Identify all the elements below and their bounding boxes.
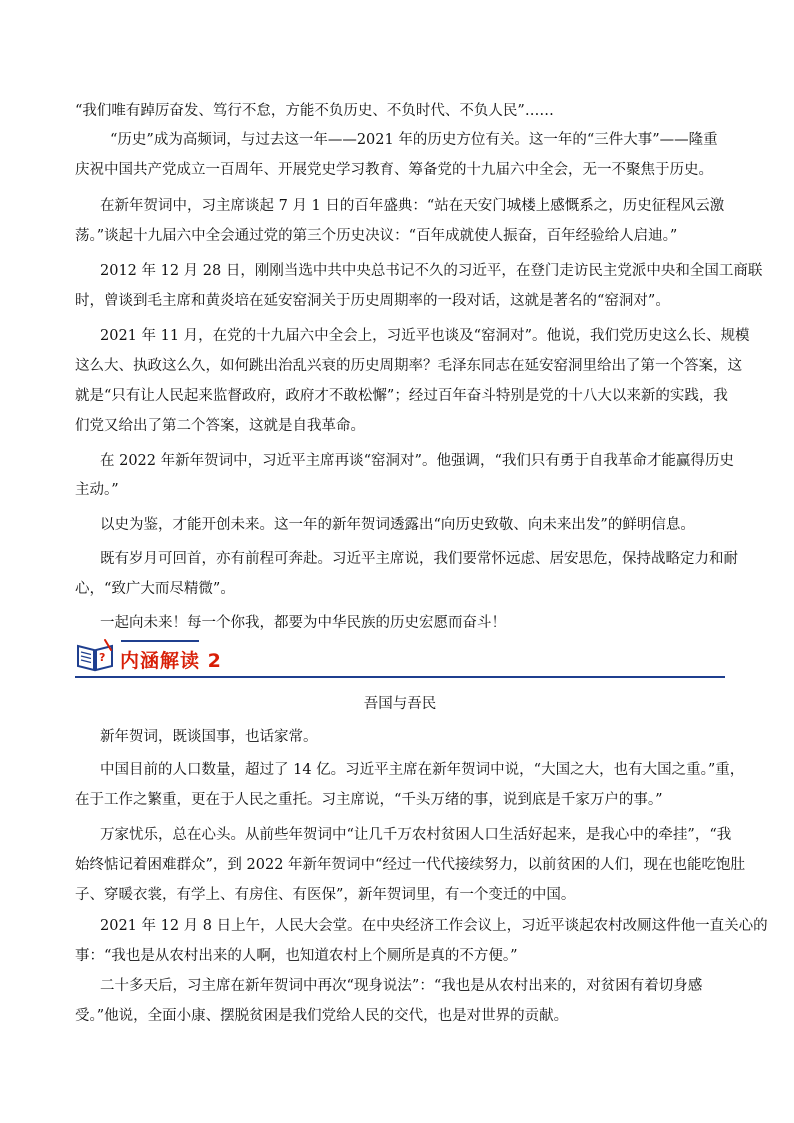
heading-accent-line: [121, 640, 199, 642]
paragraph-line: 一起向未来！每一个你我，都要为中华民族的历史宏愿而奋斗！: [100, 615, 506, 631]
paragraph-line: 荡。”谈起十九届六中全会通过党的第三个历史决议：“百年成就使人振奋，百年经验给人启迪。”: [75, 228, 678, 244]
section-title: 内涵解读 2: [120, 650, 222, 672]
paragraph-line: 庆祝中国共产党成立一百周年、开展党史学习教育、筹备党的十九届六中全会，无一不聚焦于历史。: [75, 162, 713, 178]
paragraph-line: 们党又给出了第二个答案，这就是自我革命。: [75, 418, 365, 434]
paragraph-line: “历史”成为高频词，与过去这一年——2021 年的历史方位有关。这一年的“三件大事”——隆重: [110, 132, 718, 148]
article-subtitle: 吾国与吾民: [363, 696, 437, 712]
paragraph-line: 始终惦记着困难群众”，到 2022 年新年贺词中“经过一代代接续努力，以前贫困的人们，现在也能吃饱肚: [75, 857, 745, 873]
paragraph-line: 在 2022 年新年贺词中，习近平主席再谈“窑洞对”。他强调，“我们只有勇于自我革命才能赢得历史: [100, 453, 734, 469]
book-icon: [75, 636, 115, 674]
paragraph-line: 就是“只有让人民起来监督政府，政府才不敢松懈”；经过百年奋斗特别是党的十八大以来新的实践，我: [75, 388, 728, 404]
paragraph-line: 这么大、执政这么久，如何跳出治乱兴衰的历史周期率？毛泽东同志在延安窑洞里给出了第一个答案，这: [75, 358, 742, 374]
paragraph-line: 2012 年 12 月 28 日，刚刚当选中共中央总书记不久的习近平，在登门走访民主党派中央和全国工商联: [100, 263, 763, 279]
paragraph-line: 新年贺词，既谈国事，也话家常。: [100, 729, 318, 745]
paragraph-line: 万家忧乐，总在心头。从前些年贺词中“让几千万农村贫困人口生活好起来，是我心中的牵挂”，“我: [100, 827, 732, 843]
paragraph-line: 在新年贺词中，习主席谈起 7 月 1 日的百年盛典：“站在天安门城楼上感慨系之，历史征程风云激: [100, 198, 725, 214]
paragraph-line: 时，曾谈到毛主席和黄炎培在延安窑洞关于历史周期率的一段对话，这就是著名的“窑洞对”。: [75, 293, 670, 309]
paragraph-line: 中国目前的人口数量，超过了 14 亿。习近平主席在新年贺词中说，“大国之大，也有大国之重。”重，: [100, 762, 745, 778]
paragraph-line: 受。”他说，全面小康、摆脱贫困是我们党给人民的交代，也是对世界的贡献。: [75, 1008, 569, 1024]
paragraph-line: 心，“致广大而尽精微”。: [75, 581, 235, 597]
paragraph-line: 以史为鉴，才能开创未来。这一年的新年贺词透露出“向历史致敬、向未来出发”的鲜明信息。: [100, 517, 695, 533]
paragraph-line: 主动。”: [75, 482, 119, 498]
svg-text:?: ?: [99, 651, 106, 664]
paragraph-line: 事：“我也是从农村出来的人啊，也知道农村上个厕所是真的不方便。”: [75, 948, 518, 964]
paragraph-line: “我们唯有踔厉奋发、笃行不怠，方能不负历史、不负时代、不负人民”……: [75, 103, 554, 119]
paragraph-line: 子、穿暖衣裳，有学上、有房住、有医保”，新年贺词里，有一个变迁的中国。: [75, 887, 576, 903]
paragraph-line: 二十多天后，习主席在新年贺词中再次“现身说法”：“我也是从农村出来的，对贫困有着切身感: [100, 978, 703, 994]
paragraph-line: 既有岁月可回首，亦有前程可奔赴。习近平主席说，我们要常怀远虑、居安思危，保持战略定力和耐: [100, 551, 738, 567]
paragraph-line: 在于工作之繁重，更在于人民之重托。习主席说，“千头万绪的事，说到底是千家万户的事。”: [75, 792, 663, 808]
paragraph-line: 2021 年 12 月 8 日上午，人民大会堂。在中央经济工作会议上，习近平谈起农村改厕这件他一直关心的: [100, 918, 768, 934]
heading-divider: [75, 676, 725, 678]
section-heading: [75, 634, 725, 680]
paragraph-line: 2021 年 11 月，在党的十九届六中全会上，习近平也谈及“窑洞对”。他说，我们党历史这么长、规模: [100, 328, 750, 344]
